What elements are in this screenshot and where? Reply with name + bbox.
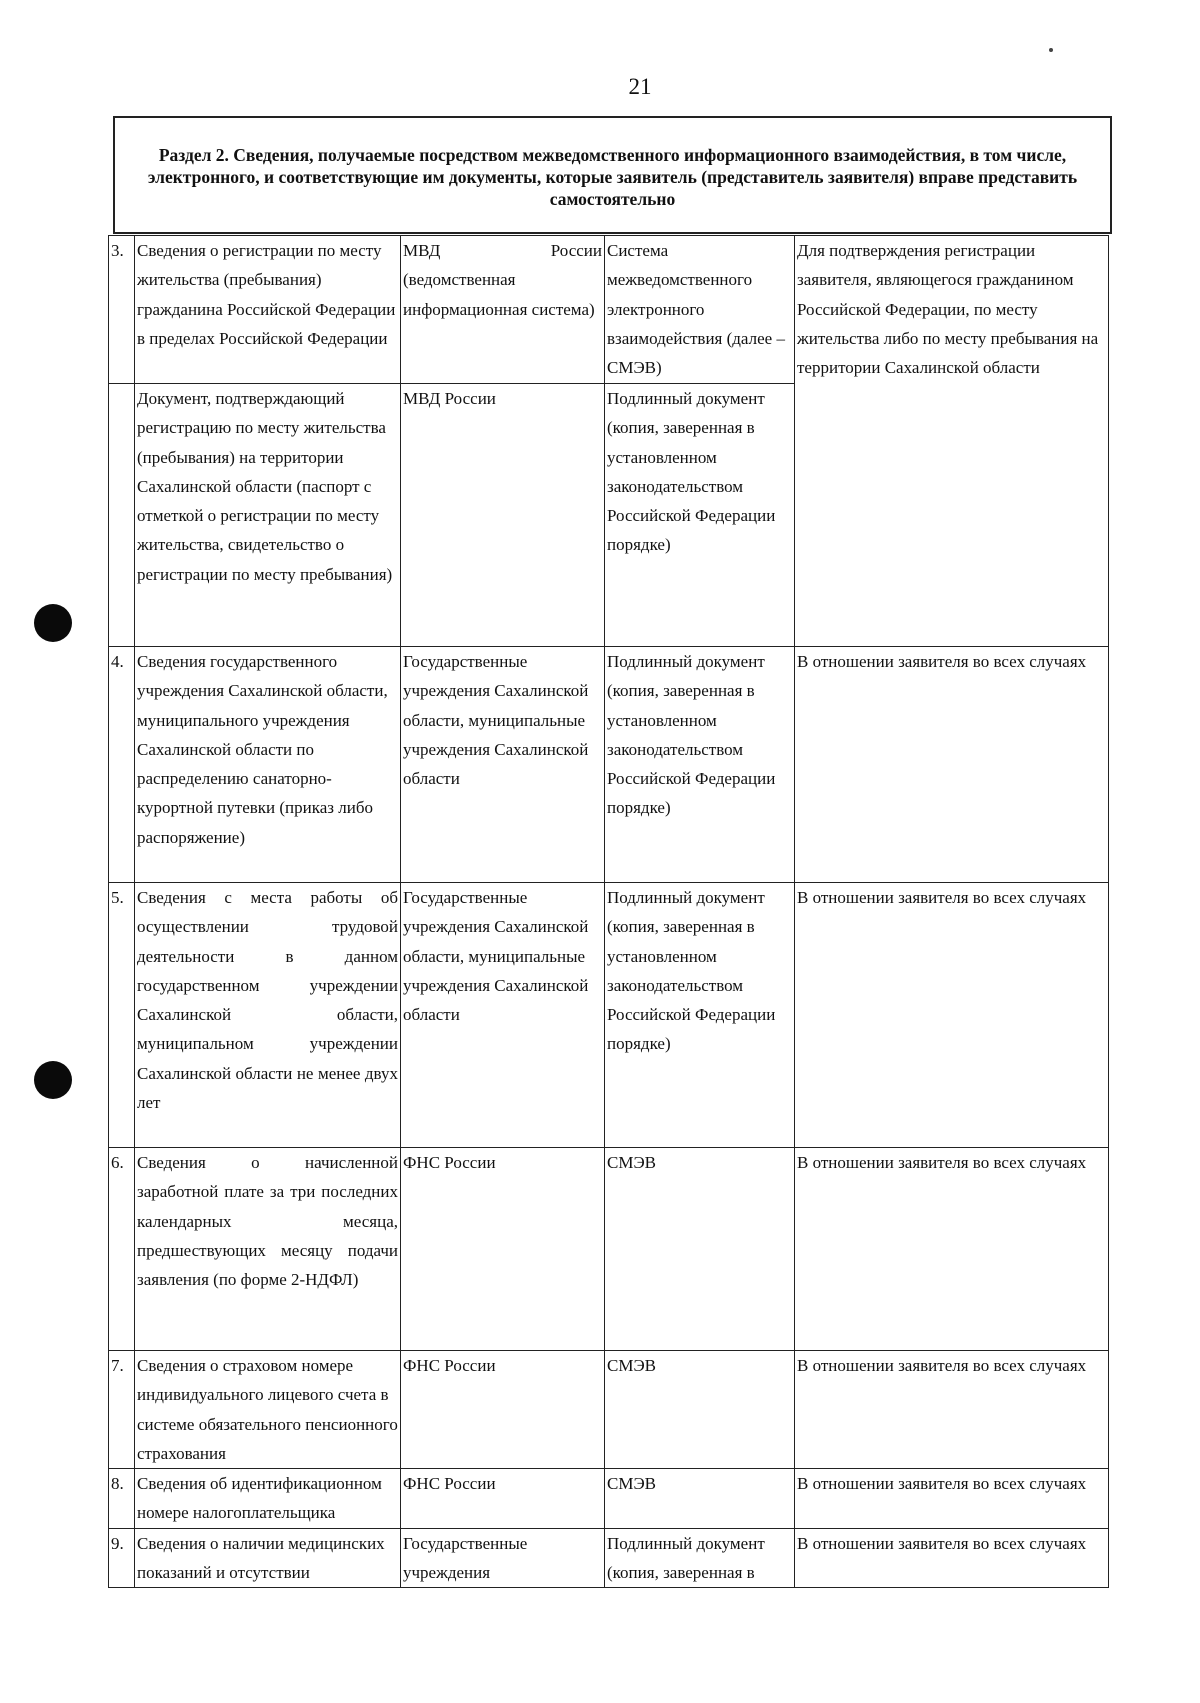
condition-cell: В отношении заявителя во всех случаях bbox=[795, 883, 1109, 1148]
scan-speck bbox=[1049, 48, 1053, 52]
punch-hole-mark bbox=[34, 1061, 72, 1099]
channel-cell: СМЭВ bbox=[605, 1148, 795, 1351]
info-cell: Сведения о начисленной заработной плате за три последних календарных месяца, предшествующих месяцу подачи заявления (по форме 2-НДФЛ) bbox=[135, 1148, 401, 1351]
row-number: 9. bbox=[109, 1528, 135, 1588]
row-number: 3. bbox=[109, 236, 135, 384]
provider-cell: Государственные учреждения Сахалинской области, муниципальные учреждения Сахалинской области bbox=[401, 883, 605, 1148]
table-row bbox=[109, 883, 1109, 1148]
row-number: 8. bbox=[109, 1469, 135, 1529]
condition-cell: В отношении заявителя во всех случаях bbox=[795, 1351, 1109, 1469]
table-row bbox=[109, 647, 1109, 883]
channel-cell: СМЭВ bbox=[605, 1469, 795, 1529]
info-cell: Сведения о регистрации по месту жительства (пребывания) гражданина Российской Федерации в пределах Российской Федерации bbox=[135, 236, 401, 384]
row-number: 5. bbox=[109, 883, 135, 1148]
table-row bbox=[109, 1148, 1109, 1351]
info-cell: Сведения об идентификационном номере налогоплательщика bbox=[135, 1469, 401, 1529]
row-number: 6. bbox=[109, 1148, 135, 1351]
channel-cell: Подлинный документ (копия, заверенная в установленном законодательством Российской Федерации порядке) bbox=[605, 647, 795, 883]
provider-cell: ФНС России bbox=[401, 1469, 605, 1529]
table-row bbox=[109, 1351, 1109, 1469]
info-cell: Сведения о наличии медицинских показаний и отсутствии bbox=[135, 1528, 401, 1588]
row-number: 4. bbox=[109, 647, 135, 883]
provider-cell: МВД России (ведомственная информационная система) bbox=[401, 236, 605, 384]
table-row bbox=[109, 236, 1109, 384]
row-number bbox=[109, 384, 135, 647]
row-number: 7. bbox=[109, 1351, 135, 1469]
table-row bbox=[109, 1469, 1109, 1529]
channel-cell: СМЭВ bbox=[605, 1351, 795, 1469]
page-number: 21 bbox=[628, 74, 652, 99]
condition-cell: В отношении заявителя во всех случаях bbox=[795, 647, 1109, 883]
section-header-frame bbox=[113, 116, 1112, 234]
info-cell: Сведения государственного учреждения Сахалинской области, муниципального учреждения Сахалинской области по распределению санаторно-курортной путевки (приказ либо распоряжение) bbox=[135, 647, 401, 883]
data-table bbox=[108, 235, 1109, 1588]
provider-cell: Государственные учреждения bbox=[401, 1528, 605, 1588]
channel-cell: Подлинный документ (копия, заверенная в установленном законодательством Российской Федерации порядке) bbox=[605, 883, 795, 1148]
condition-cell: В отношении заявителя во всех случаях bbox=[795, 1528, 1109, 1588]
condition-cell: Для подтверждения регистрации заявителя, являющегося гражданином Российской Федерации, по месту жительства либо по месту пребывания на территории Сахалинской области bbox=[795, 236, 1109, 647]
channel-cell: Подлинный документ (копия, заверенная в bbox=[605, 1528, 795, 1588]
punch-hole-mark bbox=[34, 604, 72, 642]
condition-cell: В отношении заявителя во всех случаях bbox=[795, 1469, 1109, 1529]
provider-cell: ФНС России bbox=[401, 1148, 605, 1351]
table-row bbox=[109, 1528, 1109, 1588]
info-cell: Сведения с места работы об осуществлении трудовой деятельности в данном государственном учреждении Сахалинской области, муниципальном учреждении Сахалинской области не менее двух лет bbox=[135, 883, 401, 1148]
condition-cell: В отношении заявителя во всех случаях bbox=[795, 1148, 1109, 1351]
channel-cell: Подлинный документ (копия, заверенная в установленном законодательством Российской Федерации порядке) bbox=[605, 384, 795, 647]
channel-cell: Система межведомственного электронного взаимодействия (далее – СМЭВ) bbox=[605, 236, 795, 384]
info-cell: Сведения о страховом номере индивидуального лицевого счета в системе обязательного пенсионного страхования bbox=[135, 1351, 401, 1469]
provider-cell: Государственные учреждения Сахалинской области, муниципальные учреждения Сахалинской области bbox=[401, 647, 605, 883]
section-title: Раздел 2. Сведения, получаемые посредством межведомственного информационного взаимодействия, в том числе, электронного, и соответствующие им документы, которые заявитель (представитель заявителя) вправе представить самостоятельно bbox=[115, 118, 1110, 234]
provider-cell: ФНС России bbox=[401, 1351, 605, 1469]
provider-cell: МВД России bbox=[401, 384, 605, 647]
info-cell: Документ, подтверждающий регистрацию по месту жительства (пребывания) на территории Сахалинской области (паспорт с отметкой о регистрации по месту жительства, свидетельство о регистрации по месту пребывания) bbox=[135, 384, 401, 647]
